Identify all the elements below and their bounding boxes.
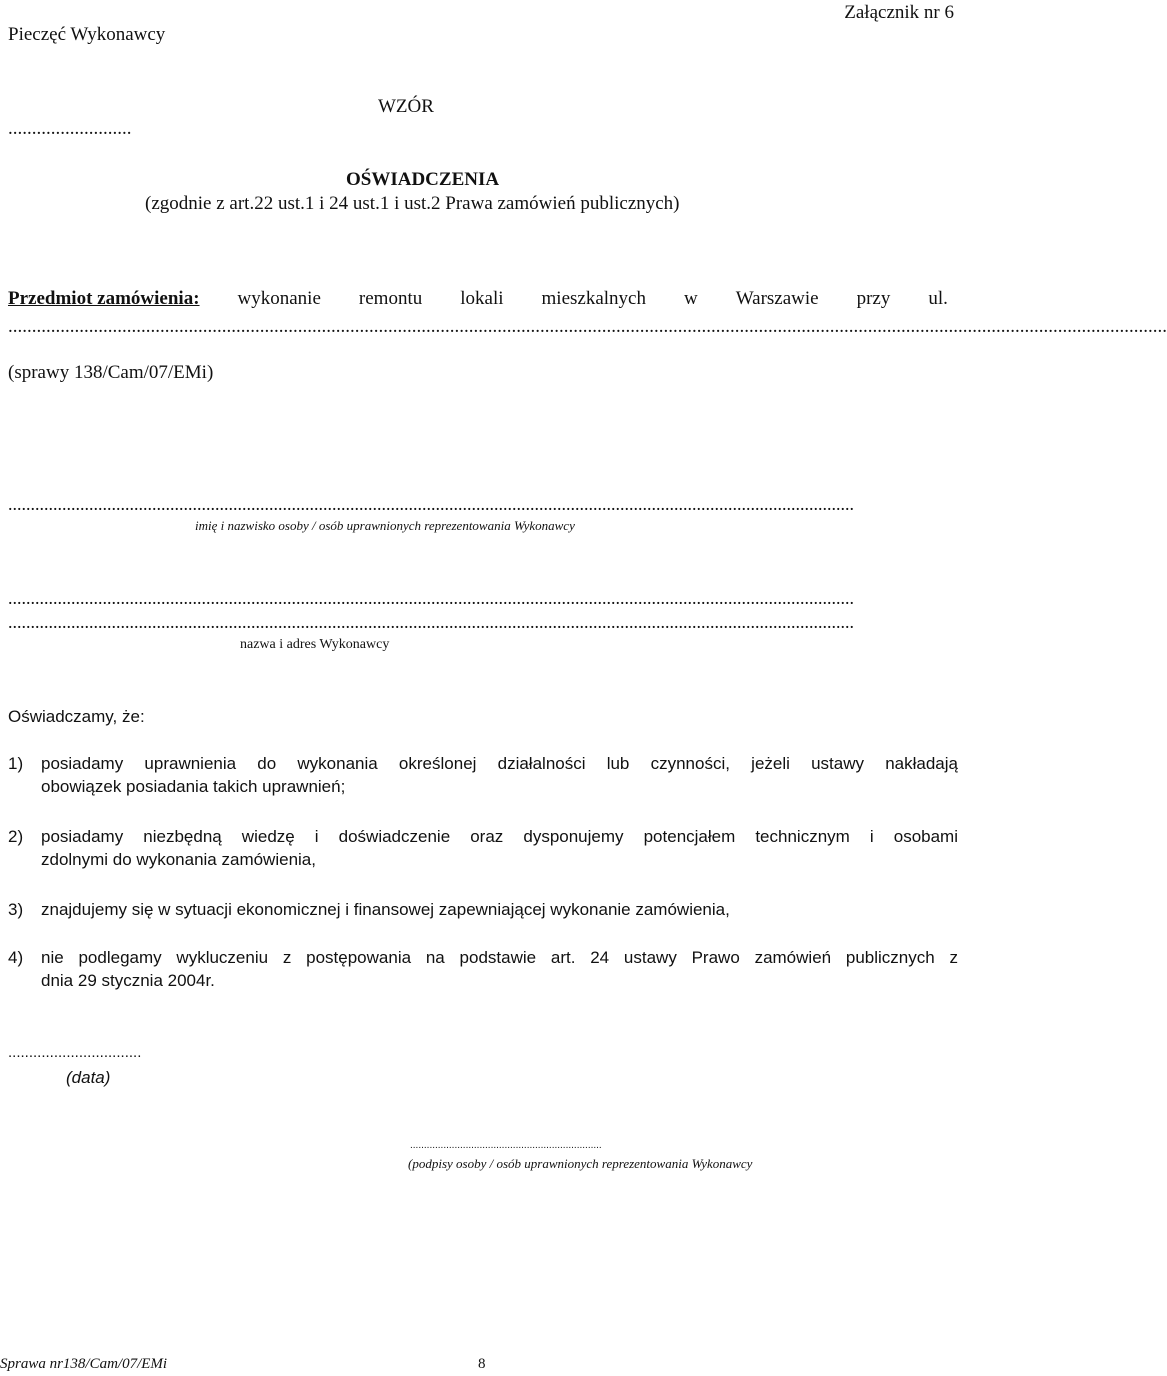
contractor-address-field-line2[interactable]: ............................................................................................................................................................................................ [8, 612, 854, 632]
subject-word: ul. [928, 288, 948, 309]
subject-word: mieszkalnych [541, 288, 646, 309]
item-number: 2) [8, 827, 24, 846]
item-number: 4) [8, 948, 24, 967]
representative-name-field[interactable]: ............................................................................................................................................................................................ [8, 494, 854, 514]
contractor-caption: nazwa i adres Wykonawcy [240, 637, 390, 652]
subject-word: lokali [460, 288, 504, 309]
item-text-line2: obowiązek posiadania takich uprawnień; [41, 777, 346, 796]
subject-word: wykonanie [237, 288, 321, 309]
subject-label: Przedmiot zamówienia: [8, 288, 200, 309]
item-text-line1: posiadamy uprawnienia do wykonania określonej działalności lub czynności, jeżeli ustawy nakładają [41, 754, 958, 773]
date-field[interactable]: ................................ [8, 1044, 142, 1061]
item-text-line1: nie podlegamy wykluczeniu z postępowania na podstawie art. 24 ustawy Prawo zamówień publicznych z [41, 948, 958, 967]
attachment-number: Załącznik nr 6 [844, 2, 954, 23]
signature-field[interactable]: ..................................................................... [410, 1140, 602, 1151]
item-text-line2: zdolnymi do wykonania zamówienia, [41, 850, 316, 869]
stamp-dots: .......................... [8, 118, 132, 139]
item-text-line2: dnia 29 stycznia 2004r. [41, 971, 215, 990]
declaration-item-3 [8, 898, 958, 921]
representative-caption: imię i nazwisko osoby / osób uprawnionych reprezentowania Wykonawcy [195, 518, 575, 533]
case-reference: (sprawy 138/Cam/07/EMi) [8, 362, 214, 383]
document-title: OŚWIADCZENIA [346, 169, 500, 190]
subject-word: w [683, 288, 698, 309]
subject-word: remontu [358, 288, 423, 309]
item-text-line1: posiadamy niezbędną wiedzę i doświadczenie oraz dysponujemy potencjałem technicznym i osobami [41, 827, 958, 846]
date-caption: (data) [66, 1068, 111, 1087]
template-label: WZÓR [378, 96, 434, 117]
subject-continuation-dots: .................................................................................................................................................................................................................................................... [8, 316, 1167, 337]
subject-word: Warszawie [735, 288, 819, 309]
subject-line [8, 288, 948, 310]
item-number: 3) [8, 900, 24, 919]
declaration-intro: Oświadczamy, że: [8, 707, 145, 726]
declaration-item-1 [8, 752, 958, 798]
legal-basis: (zgodnie z art.22 ust.1 i 24 ust.1 i ust.2 Prawa zamówień publicznych) [145, 193, 680, 214]
footer-case-number: Sprawa nr138/Cam/07/EMi [0, 1356, 168, 1372]
item-text-line1: znajdujemy się w sytuacji ekonomicznej i finansowej zapewniającej wykonanie zamówienia, [41, 900, 730, 919]
declaration-item-2 [8, 825, 958, 871]
contractor-address-field-line1[interactable]: ............................................................................................................................................................................................ [8, 588, 854, 608]
page-number: 8 [478, 1356, 486, 1372]
subject-word: przy [856, 288, 891, 309]
signature-caption: (podpisy osoby / osób uprawnionych reprezentowania Wykonawcy [408, 1156, 753, 1171]
item-number: 1) [8, 754, 24, 773]
declaration-item-4 [8, 946, 958, 992]
contractor-stamp-label: Pieczęć Wykonawcy [8, 24, 166, 45]
